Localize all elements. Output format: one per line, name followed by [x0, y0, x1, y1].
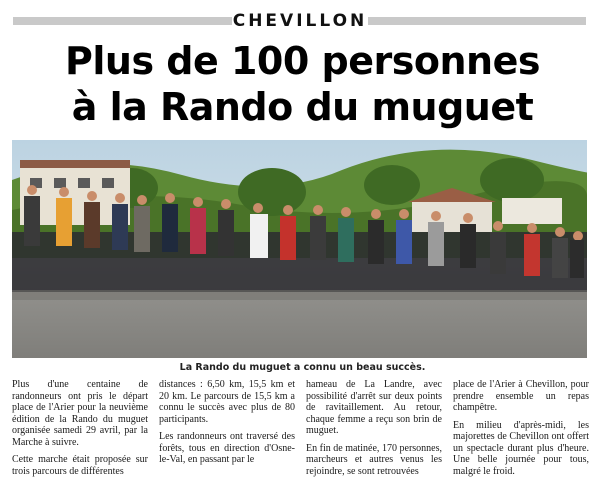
paragraph: En milieu d'après-midi, les majorettes de Chevillon ont offert un spectacle durant plus d'heure. Une belle journée pour tous, malgré le froid. — [453, 419, 589, 477]
photo-caption: La Rando du muguet a connu un beau succès. — [179, 362, 426, 373]
section-rule-right — [368, 17, 586, 25]
paragraph: Plus d'une centaine de randonneurs ont pris le départ place de l'Arier pour la neuvième édition de la Rando du muguet organisée samedi 29 avril, par la Marche à suivre. — [12, 379, 148, 448]
section-rule-left — [13, 17, 232, 25]
group-photo — [12, 140, 587, 358]
paragraph: Cette marche était proposée sur trois parcours de différentes — [12, 454, 148, 477]
article-column-1 — [12, 379, 148, 483]
headline-line-2: à la Rando du muguet — [71, 85, 534, 129]
article-column-2 — [159, 379, 295, 472]
article-column-4 — [453, 379, 589, 483]
article-column-3 — [306, 379, 442, 483]
paragraph: En fin de matinée, 170 personnes, marcheurs et autres venus les rejoindre, se sont retrouvées — [306, 442, 442, 477]
section-label: CHEVILLON — [232, 11, 368, 31]
group-photo-illustration — [12, 140, 587, 358]
headline-line-1: Plus de 100 personnes — [65, 39, 540, 83]
headline — [0, 38, 605, 130]
paragraph: Les randonneurs ont traversé des forêts, tous en direction d'Osne-le-Val, en passant par le — [159, 431, 295, 465]
article-body — [12, 379, 590, 477]
paragraph: distances : 6,50 km, 15,5 km et 20 km. Le parcours de 15,5 km a connu le succès avec plus de 80 participants. — [159, 379, 295, 425]
paragraph: place de l'Arier à Chevillon, pour prendre ensemble un repas champêtre. — [453, 379, 589, 413]
paragraph: hameau de La Landre, avec possibilité d'arrêt sur deux points de ravitaillement. Au retour, chaque femme a reçu son brin de muguet. — [306, 379, 442, 436]
